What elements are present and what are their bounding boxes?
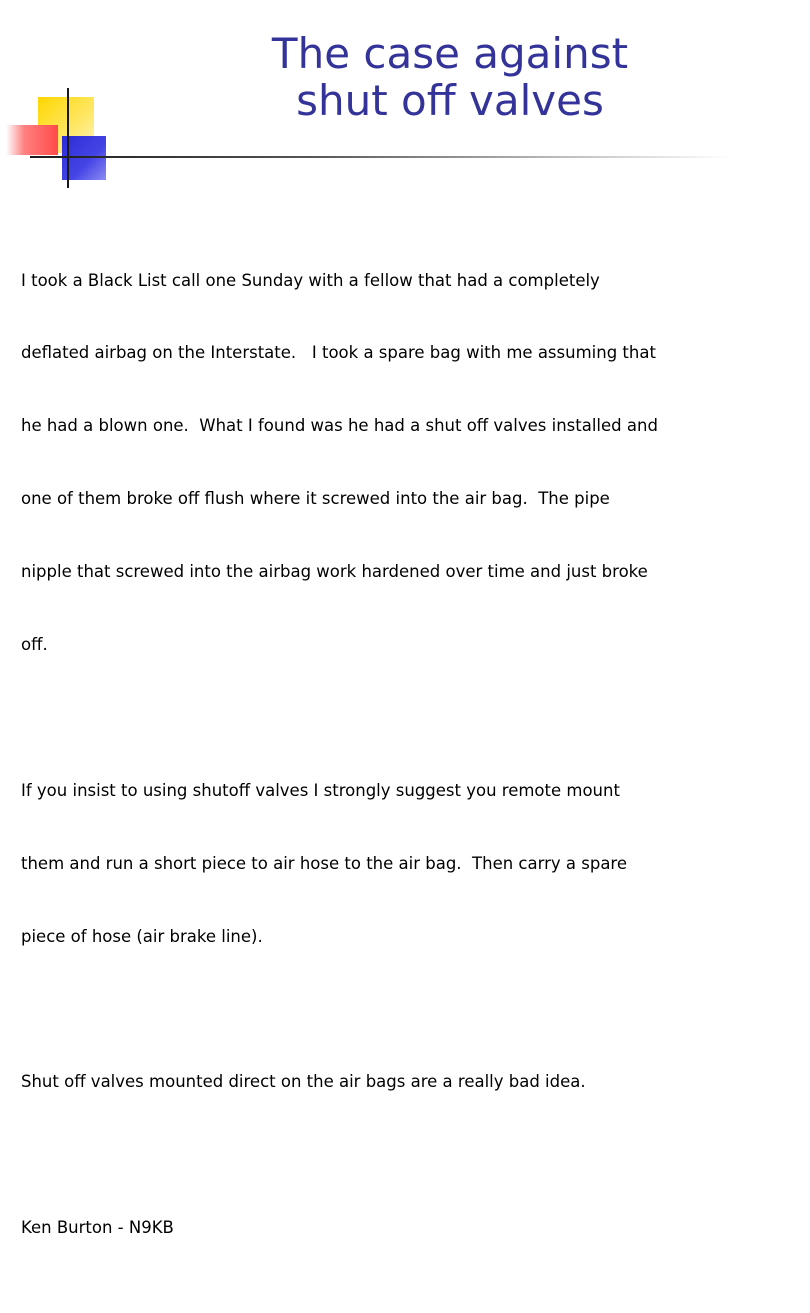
text-line: piece of hose (air brake line). bbox=[21, 926, 263, 946]
text-line: Ken Burton - N9KB bbox=[21, 1218, 174, 1238]
vertical-rule bbox=[67, 88, 69, 188]
text-line: deflated airbag on the Interstate. I took a spare bag with me assuming that bbox=[21, 343, 656, 363]
body-paragraph-conclusion bbox=[21, 1022, 791, 1143]
text-line: Shut off valves mounted direct on the air bags are a really bad idea. bbox=[21, 1072, 586, 1092]
slide-title bbox=[200, 30, 700, 124]
red-bar-decoration bbox=[6, 125, 58, 155]
horizontal-rule bbox=[30, 156, 730, 158]
text-line: he had a blown one. What I found was he had a shut off valves installed and bbox=[21, 416, 658, 436]
text-line: one of them broke off flush where it screwed into the air bag. The pipe bbox=[21, 489, 610, 509]
text-line: If you insist to using shutoff valves I strongly suggest you remote mount bbox=[21, 780, 620, 800]
author-signature bbox=[21, 1168, 791, 1289]
body-paragraph-story bbox=[21, 220, 791, 706]
text-line: off. bbox=[21, 635, 48, 655]
body-paragraph-advice bbox=[21, 730, 791, 997]
text-line: them and run a short piece to air hose to the air bag. Then carry a spare bbox=[21, 853, 628, 873]
text-line: nipple that screwed into the airbag work hardened over time and just broke bbox=[21, 562, 648, 582]
slide-logo-decoration bbox=[0, 80, 200, 190]
text-line: I took a Black List call one Sunday with a fellow that had a completely bbox=[21, 270, 600, 290]
slide-body bbox=[21, 220, 791, 1313]
slide-title-line: The case against bbox=[271, 29, 629, 78]
slide-title-line: shut off valves bbox=[296, 76, 604, 125]
